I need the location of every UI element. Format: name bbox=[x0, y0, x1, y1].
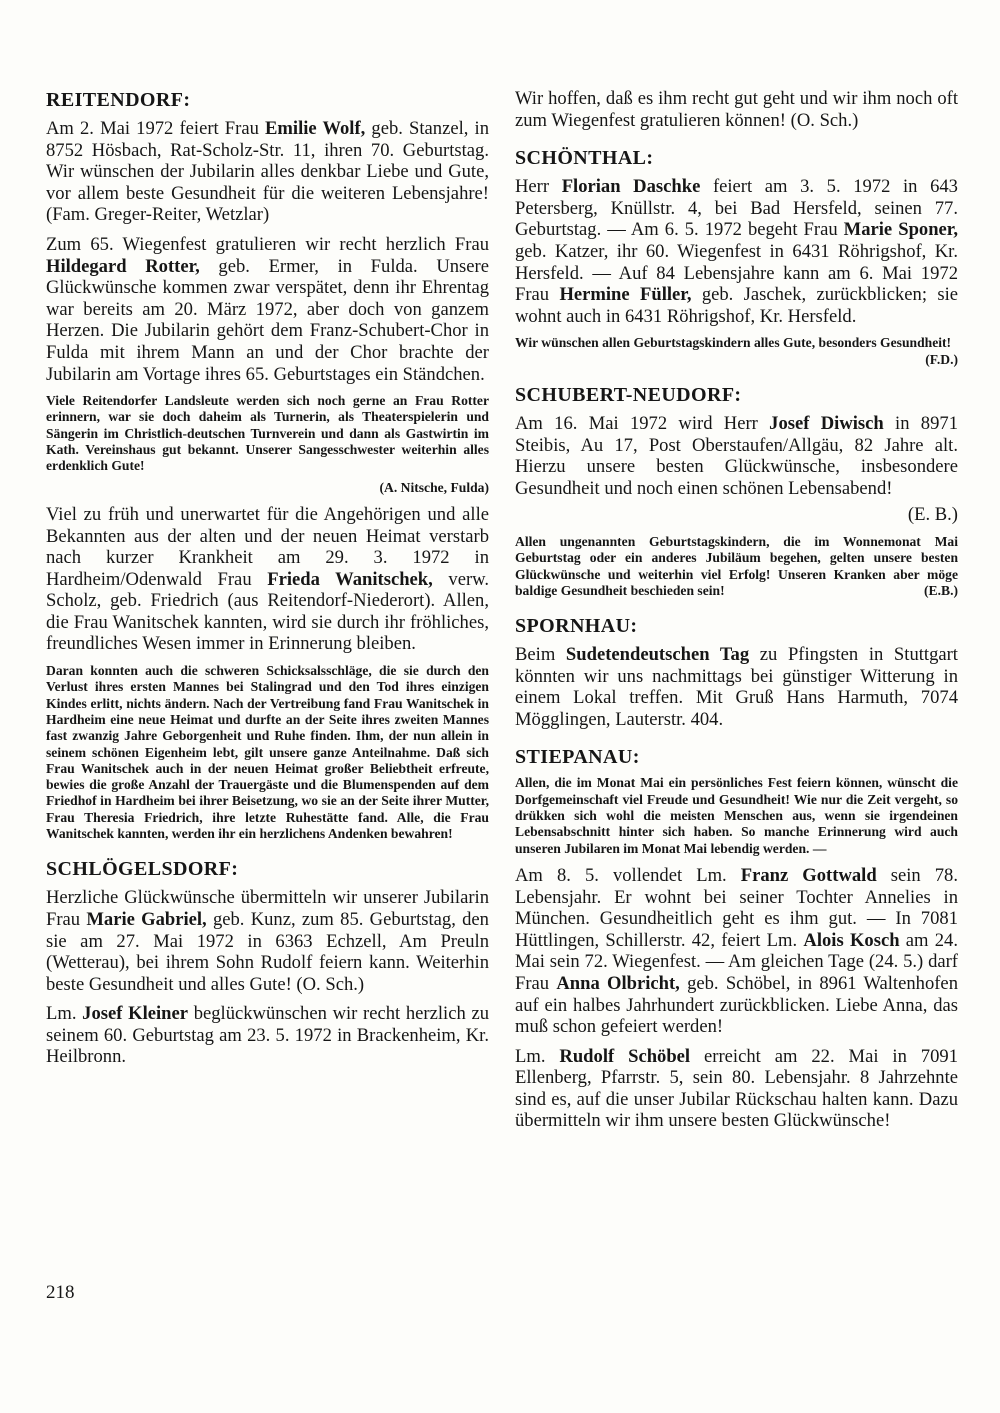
page-number: 218 bbox=[46, 1282, 75, 1303]
birthday-notice bbox=[46, 887, 489, 995]
text-run: Daran konnten auch die schweren Schicksalsschläge, die sie durch den Verlust ihres ersten Mannes bei Stalingrad und den Tod ihres einzigen Kindes erlitt, nichts ändern. Nach der Vertreibung fand Frau Wanitschek in Hardheim eine neue Heimat und durfte an der Seite ihres zweiten Mannes fast zwanzig Jahre Geborgenheit und Ruhe finden. Ihm, der nun allein in seinem schönen Eigenheim lebt, gilt unsere ganze Anteilnahme. Daß sich Frau Wanitschek auch in der neuen Heimat großer Beliebtheit erfreute, bewies die große Anzahl der Trauergäste und die Blumenspenden auf dem Friedhof in Hardheim bei ihrer Beisetzung, wo sie an der Seite ihrer Mutter, Frau Theresia Friedrich, ihre letzte Ruhestätte fand. Alle, die Frau Wanitschek kannten, werden ihr ein herzlichens Andenken bewahren! bbox=[46, 663, 489, 842]
birthday-notice bbox=[515, 865, 958, 1038]
text-run: zu Pfingsten in Stuttgart könnten wir uns nachmittags bei günstiger Witterung in einem Lokal treffen. Mit Gruß Hans Harmuth, 7074 Mögglingen, Lauterstr. 404. bbox=[515, 644, 958, 730]
section-heading: SCHLÖGELSDORF: bbox=[46, 858, 239, 881]
text-run: Allen, die im Monat Mai ein persönliches Fest feiern können, wünscht die Dorfgemeinschaft viel Freude und Gesundheit! Wie nur die Zeit vergeht, so drükken sich wohl die meisten Menschen aus, wenn sie irgendeinen Lebensabschnitt hinter sich haben. So manche Erinnerung wird auch unseren Jubilaren im Monat Mai lebendig werden. — bbox=[515, 775, 958, 856]
text-run: Viele Reitendorfer Landsleute werden sich noch gerne an Frau Rotter erinnern, war sie doch daheim als Turnerin, als Theaterspielerin und Sängerin im Christlich-deutschen Turnverein und dann als Gastwirtin im Kath. Vereinshaus gut bekannt. Unserer Sangesschwester weiterhin alles erdenklich Gute! bbox=[46, 393, 489, 474]
text-run: Am 8. 5. vollendet Lm. bbox=[515, 864, 741, 886]
highlighted-name: Rudolf Schöbel bbox=[559, 1045, 691, 1067]
text-run: Zum 65. Wiegenfest gratulieren wir recht herzlich Frau bbox=[46, 233, 489, 255]
section-heading: SCHÖNTHAL: bbox=[515, 147, 654, 170]
highlighted-name: Sudetendeutschen Tag bbox=[565, 644, 750, 666]
highlighted-name: Emilie Wolf, bbox=[265, 118, 366, 139]
text-run: Wir wünschen allen Geburtstagskindern alles Gute, besonders Gesundheit! bbox=[515, 335, 952, 351]
highlighted-name: Josef Diwisch bbox=[769, 412, 884, 434]
section-heading: SCHUBERT-NEUDORF: bbox=[515, 383, 742, 406]
text-run: Viel zu früh und unerwartet für die Angehörigen und alle Bekannten aus der alten und der neuen Heimat verstarb nach kurzer Krankheit am 29. 3. 1972 in Hardheim/Odenwald Frau bbox=[46, 503, 489, 590]
section-heading: REITENDORF: bbox=[46, 89, 191, 111]
section-heading: SPORNHAU: bbox=[515, 615, 638, 638]
text-run: verw. Scholz, geb. Friedrich (aus Reitendorf-Niederort). Allen, die Frau Wanitschek kannten, wird sie durch ihr fröhliches, freundliches Wesen immer in Erinnerung bleiben. bbox=[46, 568, 489, 655]
left-column bbox=[46, 88, 489, 1140]
text-run: sein 78. Lebensjahr. Er wohnt bei seiner Tochter Annelies in München. Gesundheitlich geht es ihm gut. — In 7081 Hüttlingen, Schillerstr. 42, feiert Lm. bbox=[515, 864, 958, 951]
meeting-notice bbox=[515, 644, 958, 730]
notice-smallprint bbox=[46, 393, 489, 474]
highlighted-name: Franz Gottwald bbox=[740, 864, 877, 886]
two-column-layout bbox=[46, 88, 958, 1140]
notice-smallprint bbox=[515, 335, 958, 368]
text-run: am 24. Mai sein 72. Wiegenfest. — Am gleichen Tage (24. 5.) darf Frau bbox=[515, 929, 958, 994]
text-run: geb. Katzer, ihr 60. Wiegenfest in 6431 Röhrigshof, Kr. Hersfeld. — Auf 84 Lebensjahre kann am 6. Mai 1972 Frau bbox=[515, 240, 958, 306]
signature: (E. B.) bbox=[907, 504, 958, 526]
highlighted-name: Alois Kosch bbox=[803, 929, 900, 951]
highlighted-name: Frieda Wanitschek, bbox=[267, 568, 433, 590]
right-column bbox=[515, 88, 958, 1140]
signature: (A. Nitsche, Fulda) bbox=[379, 479, 489, 495]
birthday-notice bbox=[46, 1003, 489, 1068]
text-run: Am 2. Mai 1972 feiert Frau bbox=[46, 118, 266, 139]
text-run: Herr bbox=[515, 176, 562, 198]
text-run: feiert am 3. 5. 1972 in 643 Petersberg, Knüllstr. 4, bei Bad Hersfeld, seinen 77. Geburtstag. — Am 6. 5. 1972 begeht Frau bbox=[515, 176, 958, 241]
text-run: geb. Schöbel, in 8961 Waltenhofen auf ein halbes Jahrhundert zurückblicken. Liebe Anna, das muß schon gefeiert werden! bbox=[515, 972, 958, 1038]
birthday-notice bbox=[515, 413, 958, 499]
highlighted-name: Hermine Füller, bbox=[559, 284, 692, 306]
highlighted-name: Marie Sponer, bbox=[843, 219, 958, 241]
text-run: Beim bbox=[515, 644, 566, 666]
text-run: erreicht am 22. Mai in 7091 Ellenberg, Pfarrstr. 5, sein 80. Lebensjahr. 8 Jahrzehnte sind es, auf die unser Jubilar Rückschau halten kann. Dazu übermitteln wir ihm unsere besten Glückwünsche! bbox=[515, 1045, 958, 1132]
highlighted-name: Anna Olbricht, bbox=[556, 972, 680, 994]
notice-smallprint bbox=[515, 534, 958, 599]
text-run: Lm. bbox=[46, 1003, 83, 1025]
signature: (E.B.) bbox=[924, 582, 958, 598]
highlighted-name: Marie Gabriel, bbox=[86, 908, 207, 930]
birthday-notice bbox=[515, 176, 958, 327]
text-run: beglückwünschen wir recht herzlich zu seinem 60. Geburtstag am 23. 5. 1972 in Brackenheim, Kr. Heilbronn. bbox=[46, 1003, 489, 1068]
text-run: geb. Jaschek, zurückblicken; sie wohnt auch in 6431 Röhrigshof, Kr. Hersfeld. bbox=[515, 284, 958, 327]
section-heading: STIEPANAU: bbox=[515, 746, 640, 769]
highlighted-name: Hildegard Rotter, bbox=[46, 255, 200, 277]
text-run: Herzliche Glückwünsche übermitteln wir unserer Jubilarin Frau bbox=[46, 887, 489, 930]
birthday-notice bbox=[515, 1046, 958, 1132]
birthday-notice bbox=[46, 234, 489, 385]
text-run: Lm. bbox=[515, 1045, 560, 1067]
birthday-notice bbox=[46, 118, 489, 226]
signature: (F.D.) bbox=[925, 351, 958, 367]
text-run: geb. Ermer, in Fulda. Unsere Glückwünsche kommen zwar verspätet, denn ihr Ehrentag war bereits am 20. März 1972, aber doch von ganzem Herzen. Die Jubilarin gehört dem Franz-Schubert-Chor in Fulda mit ihrem Mann an und der Chor brachte der Jubilarin am Vortage ihres 65. Geburtstages ein Ständchen. bbox=[46, 255, 489, 385]
text-run: geb. Stanzel, in 8752 Hösbach, Rat-Scholz-Str. 11, ihren 70. Geburtstag. Wir wünschen der Jubilarin alles denkbar Liebe und Gute, vor allem beste Gesundheit für die weiteren Lebensjahre! (Fam. Greger-Reiter, Wetzlar) bbox=[46, 118, 489, 226]
obituary-notice bbox=[46, 504, 489, 655]
highlighted-name: Josef Kleiner bbox=[82, 1003, 189, 1025]
highlighted-name: Florian Daschke bbox=[561, 176, 701, 198]
notice-smallprint bbox=[46, 663, 489, 842]
text-run: in 8971 Steibis, Au 17, Post Oberstaufen/Allgäu, 82 Jahre alt. Hierzu unsere besten Glückwünsche, insbesondere Gesundheit und noch einen schönen Lebensabend! bbox=[515, 412, 958, 499]
text-run: Am 16. Mai 1972 wird Herr bbox=[515, 412, 770, 434]
text-run: geb. Kunz, zum 85. Geburtstag, den sie am 27. Mai 1972 in 6363 Echzell, Am Preuln (Wetterau), bei ihrem Sohn Rudolf feiern kann. Weiterhin beste Gesundheit und alles Gute! (O. Sch.) bbox=[46, 908, 489, 995]
text-run: Allen ungenannten Geburtstagskindern, die im Wonnemonat Mai Geburtstag oder ein anderes Jubiläum begehen, gelten unsere besten Glückwünsche und weiterhin viel Erfolg! Unseren Kranken aber möge baldige Gesundheit beschieden sein! bbox=[515, 533, 958, 598]
notice-smallprint bbox=[515, 775, 958, 856]
birthday-notice-continued bbox=[515, 88, 958, 131]
text-run: Wir hoffen, daß es ihm recht gut geht und wir ihm noch oft zum Wiegenfest gratulieren können! (O. Sch.) bbox=[515, 88, 958, 131]
